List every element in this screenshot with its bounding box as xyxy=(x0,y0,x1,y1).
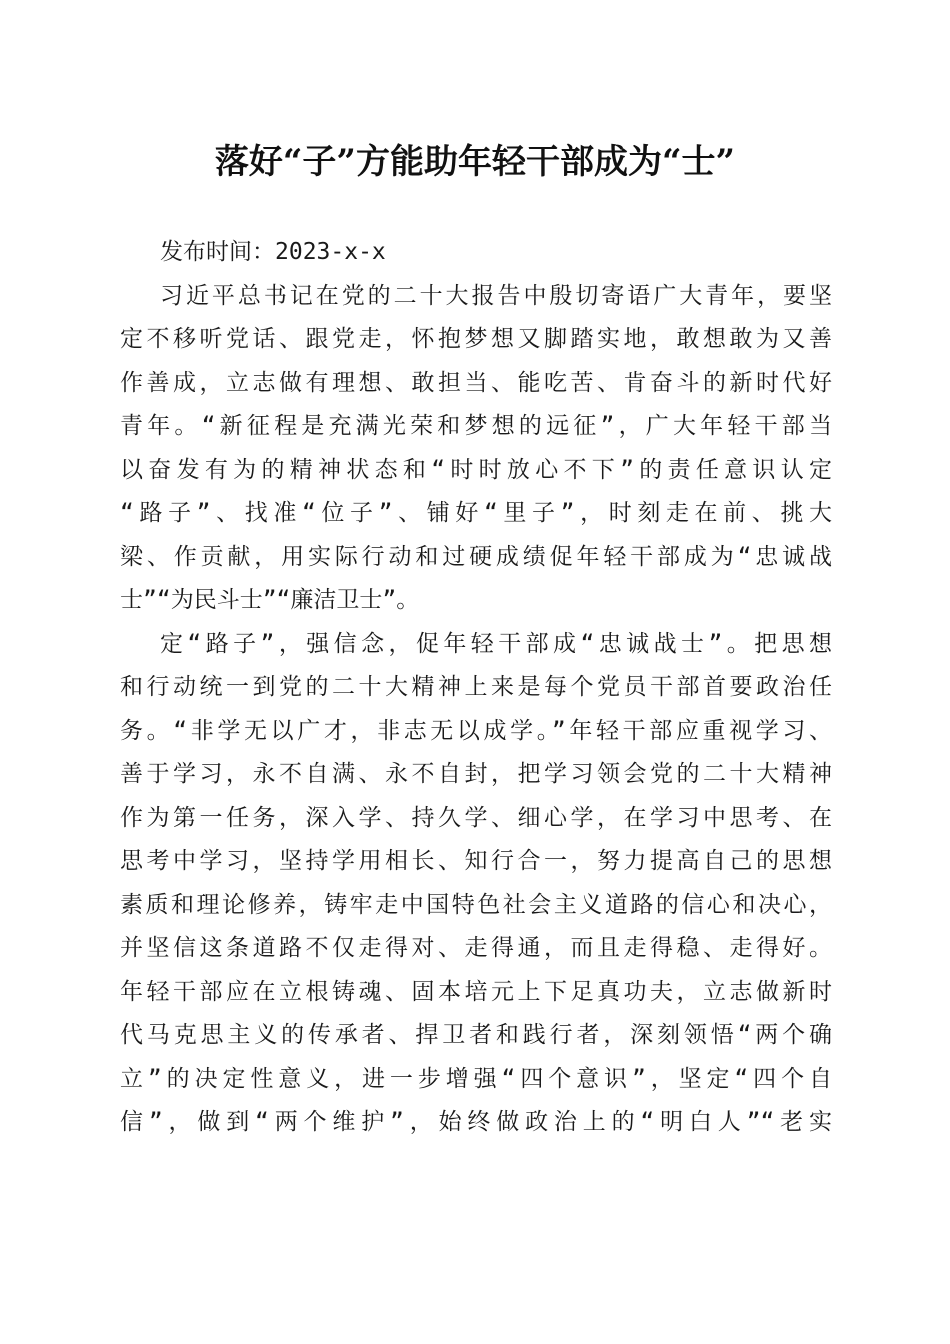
paragraph-line: “路子”、找准“位子”、铺好“里子”，时刻走在前、挑大 xyxy=(120,500,832,526)
paragraph-line: 年轻干部应在立根铸魂、固本培元上下足真功夫，立志做新时 xyxy=(120,978,832,1005)
paragraph-line: 以奋发有为的精神状态和“时时放心不下”的责任意识认定 xyxy=(120,456,832,483)
paragraph-line: 并坚信这条道路不仅走得对、走得通，而且走得稳、走得好。 xyxy=(120,935,832,961)
paragraph-line: 作为第一任务，深入学、持久学、细心学，在学习中思考、在 xyxy=(120,804,832,831)
paragraph-line: 作善成，立志做有理想、敢担当、能吃苦、肯奋斗的新时代好 xyxy=(120,369,832,396)
paragraph-line: 梁、作贡献，用实际行动和过硬成绩促年轻干部成为“忠诚战 xyxy=(120,543,832,570)
paragraph-line: 立”的决定性意义，进一步增强“四个意识”，坚定“四个自 xyxy=(120,1065,832,1092)
paragraph-line: 思考中学习，坚持学用相长、知行合一，努力提高自己的思想 xyxy=(120,848,832,874)
paragraph-line: 青年。“新征程是充满光荣和梦想的远征”，广大年轻干部当 xyxy=(120,413,832,439)
paragraph-line: 素质和理论修养，铸牢走中国特色社会主义道路的信心和决心， xyxy=(120,891,832,918)
paragraph-line: 善于学习，永不自满、永不自封，把学习领会党的二十大精神 xyxy=(120,761,832,787)
publish-time: 发布时间：2023-x-x xyxy=(160,239,386,265)
paragraph-line: 士”“为民斗士”“廉洁卫士”。 xyxy=(120,587,420,613)
paragraph-intro xyxy=(120,275,832,623)
paragraph-line: 和行动统一到党的二十大精神上来是每个党员干部首要政治任 xyxy=(120,674,832,700)
paragraph-line: 定不移听党话、跟党走，怀抱梦想又脚踏实地，敢想敢为又善 xyxy=(120,326,832,352)
paragraph-line: 信”，做到“两个维护”，始终做政治上的“明白人”“老实 xyxy=(120,1109,832,1135)
document-body xyxy=(120,231,832,1145)
paragraph-line: 习近平总书记在党的二十大报告中殷切寄语广大青年，要坚 xyxy=(160,282,832,309)
paragraph-line: 定“路子”，强信念，促年轻干部成“忠诚战士”。把思想 xyxy=(160,630,832,657)
document-title: 落好“子”方能助年轻干部成为“士” xyxy=(214,142,736,182)
paragraph-road xyxy=(120,623,832,1145)
paragraph-line: 代马克思主义的传承者、捍卫者和践行者，深刻领悟“两个确 xyxy=(120,1022,832,1048)
paragraph-line: 务。“非学无以广才，非志无以成学。”年轻干部应重视学习、 xyxy=(120,717,832,744)
